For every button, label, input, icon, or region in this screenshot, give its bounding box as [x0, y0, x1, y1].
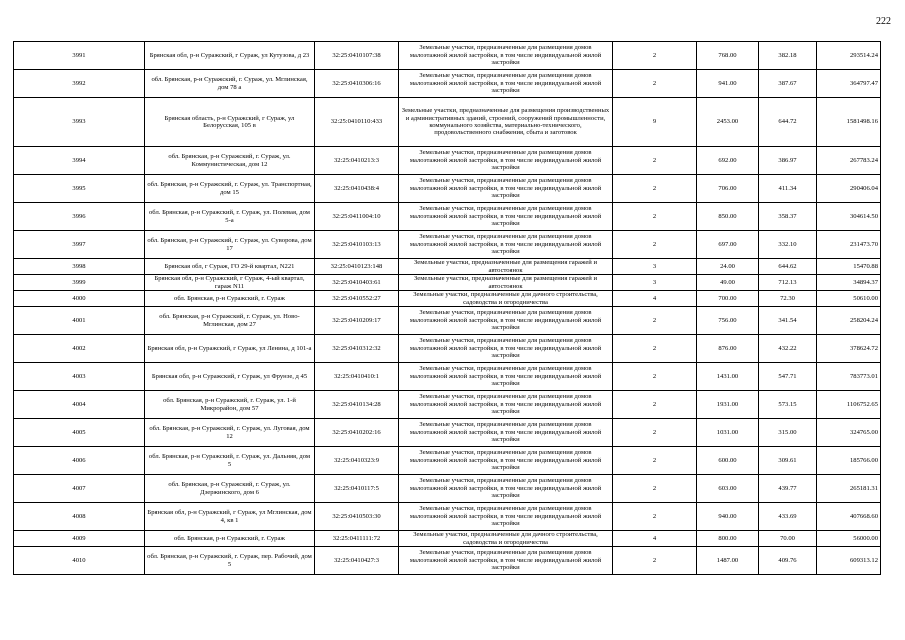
land-use-cell: Земельные участки, предназначенные для размещения домов малоэтажной жилой застройки, в том числе индивидуальной жилой застройки — [399, 503, 613, 531]
cadastral-number-cell: 32:25:0410213:3 — [315, 147, 399, 175]
table-row — [14, 291, 881, 307]
area-cell: 700.00 — [697, 291, 759, 307]
group-cell: 2 — [613, 231, 697, 259]
area-cell: 697.00 — [697, 231, 759, 259]
area-cell: 1431.00 — [697, 363, 759, 391]
specific-value-cell: 386.97 — [759, 147, 817, 175]
address-cell: обл. Брянская, р-н Суражский, г. Сураж, ул. Суворова, дом 17 — [145, 231, 315, 259]
land-use-cell: Земельные участки, предназначенные для дачного строительства, садоводства и огородничества — [399, 531, 613, 547]
land-use-cell: Земельные участки, предназначенные для размещения домов малоэтажной жилой застройки, в том числе индивидуальной жилой застройки — [399, 419, 613, 447]
row-number: 4009 — [14, 531, 145, 547]
cadastral-value-cell: 34894.37 — [817, 275, 881, 291]
cadastral-value-cell: 378624.72 — [817, 335, 881, 363]
land-use-cell: Земельные участки, предназначенные для размещения домов малоэтажной жилой застройки, в том числе индивидуальной жилой застройки — [399, 363, 613, 391]
cadastral-value-cell: 407668.60 — [817, 503, 881, 531]
group-cell: 2 — [613, 147, 697, 175]
group-cell: 9 — [613, 98, 697, 147]
land-use-cell: Земельные участки, предназначенные для размещения домов малоэтажной жилой застройки, в том числе индивидуальной жилой застройки — [399, 70, 613, 98]
specific-value-cell: 411.34 — [759, 175, 817, 203]
specific-value-cell: 358.37 — [759, 203, 817, 231]
land-use-cell: Земельные участки, предназначенные для размещения домов малоэтажной жилой застройки, в том числе индивидуальной жилой застройки — [399, 42, 613, 70]
address-cell: Брянская обл, р-н Суражский, г Сураж, 4-ый квартал, гараж N11 — [145, 275, 315, 291]
table-row — [14, 391, 881, 419]
cadastral-number-cell: 32:25:0411111:72 — [315, 531, 399, 547]
row-number: 4004 — [14, 391, 145, 419]
address-cell: обл. Брянская, р-н Суражский, г. Сураж, ул. Транспортная, дом 15 — [145, 175, 315, 203]
land-use-cell: Земельные участки, предназначенные для дачного строительства, садоводства и огородничества — [399, 291, 613, 307]
cadastral-value-cell: 15470.88 — [817, 259, 881, 275]
area-cell: 600.00 — [697, 447, 759, 475]
table-row — [14, 363, 881, 391]
table-row — [14, 475, 881, 503]
group-cell: 2 — [613, 419, 697, 447]
land-use-cell: Земельные участки, предназначенные для размещения домов малоэтажной жилой застройки, в том числе индивидуальной жилой застройки — [399, 147, 613, 175]
cadastral-number-cell: 32:25:0410312:32 — [315, 335, 399, 363]
cadastral-number-cell: 32:25:0410103:13 — [315, 231, 399, 259]
table-row — [14, 70, 881, 98]
row-number: 3999 — [14, 275, 145, 291]
land-use-cell: Земельные участки, предназначенные для размещения домов малоэтажной жилой застройки, в том числе индивидуальной жилой застройки — [399, 547, 613, 575]
table-body — [14, 42, 881, 575]
row-number: 3997 — [14, 231, 145, 259]
area-cell: 692.00 — [697, 147, 759, 175]
cadastral-value-cell: 50610.00 — [817, 291, 881, 307]
table-row — [14, 259, 881, 275]
group-cell: 2 — [613, 175, 697, 203]
address-cell: обл. Брянская, р-н Суражский, г. Сураж — [145, 531, 315, 547]
area-cell: 768.00 — [697, 42, 759, 70]
cadastral-number-cell: 32:25:0410117:5 — [315, 475, 399, 503]
cadastral-value-cell: 324765.00 — [817, 419, 881, 447]
table-row — [14, 42, 881, 70]
cadastral-number-cell: 32:25:0410123:148 — [315, 259, 399, 275]
cadastral-number-cell: 32:25:0410552:27 — [315, 291, 399, 307]
cadastral-number-cell: 32:25:0410209:17 — [315, 307, 399, 335]
cadastral-number-cell: 32:25:0410202:16 — [315, 419, 399, 447]
group-cell: 2 — [613, 363, 697, 391]
land-use-cell: Земельные участки, предназначенные для размещения домов малоэтажной жилой застройки, в том числе индивидуальной жилой застройки — [399, 391, 613, 419]
row-number: 3995 — [14, 175, 145, 203]
land-use-cell: Земельные участки, предназначенные для размещения домов малоэтажной жилой застройки, в том числе индивидуальной жилой застройки — [399, 447, 613, 475]
address-cell: обл. Брянская, р-н Суражский, г. Сураж, ул. Дзержинского, дом 6 — [145, 475, 315, 503]
row-number: 4001 — [14, 307, 145, 335]
specific-value-cell: 409.76 — [759, 547, 817, 575]
cadastral-number-cell: 32:25:0410107:38 — [315, 42, 399, 70]
area-cell: 1487.00 — [697, 547, 759, 575]
address-cell: обл. Брянская, р-н Суражский, г. Сураж, пер. Рабочий, дом 5 — [145, 547, 315, 575]
address-cell: обл. Брянская, р-н Суражский, г. Сураж, ул. Ново-Мглинская, дом 27 — [145, 307, 315, 335]
specific-value-cell: 547.71 — [759, 363, 817, 391]
address-cell: обл. Брянская, р-н Суражский, г. Сураж, ул. Луговая, дом 12 — [145, 419, 315, 447]
row-number: 3998 — [14, 259, 145, 275]
area-cell: 603.00 — [697, 475, 759, 503]
cadastral-number-cell: 32:25:0410306:16 — [315, 70, 399, 98]
row-number: 4008 — [14, 503, 145, 531]
cadastral-number-cell: 32:25:0410403:61 — [315, 275, 399, 291]
specific-value-cell: 332.10 — [759, 231, 817, 259]
cadastral-value-cell: 1106752.65 — [817, 391, 881, 419]
cadastral-value-cell: 231473.70 — [817, 231, 881, 259]
group-cell: 4 — [613, 531, 697, 547]
row-number: 4005 — [14, 419, 145, 447]
area-cell: 940.00 — [697, 503, 759, 531]
cadastral-value-cell: 265181.31 — [817, 475, 881, 503]
row-number: 3992 — [14, 70, 145, 98]
specific-value-cell: 315.00 — [759, 419, 817, 447]
specific-value-cell: 433.69 — [759, 503, 817, 531]
row-number: 3994 — [14, 147, 145, 175]
land-use-cell: Земельные участки, предназначенные для размещения домов малоэтажной жилой застройки, в том числе индивидуальной жилой застройки — [399, 231, 613, 259]
row-number: 4002 — [14, 335, 145, 363]
specific-value-cell: 573.15 — [759, 391, 817, 419]
area-cell: 756.00 — [697, 307, 759, 335]
cadastral-number-cell: 32:25:0410427:3 — [315, 547, 399, 575]
cadastral-value-cell: 304614.50 — [817, 203, 881, 231]
row-number: 4006 — [14, 447, 145, 475]
cadastral-value-cell: 783773.01 — [817, 363, 881, 391]
row-number: 4000 — [14, 291, 145, 307]
table-row — [14, 175, 881, 203]
row-number: 4010 — [14, 547, 145, 575]
cadastral-value-cell: 290406.04 — [817, 175, 881, 203]
area-cell: 1931.00 — [697, 391, 759, 419]
row-number: 3993 — [14, 98, 145, 147]
row-number: 3991 — [14, 42, 145, 70]
area-cell: 800.00 — [697, 531, 759, 547]
address-cell: обл. Брянская, р-н Суражский, г. Сураж, ул. Мглинская, дом 78 а — [145, 70, 315, 98]
land-use-cell: Земельные участки, предназначенные для размещения гаражей и автостоянок — [399, 259, 613, 275]
area-cell: 2453.00 — [697, 98, 759, 147]
address-cell: Брянская область, р-н Суражский, г Сураж, ул Белорусская, 105 в — [145, 98, 315, 147]
address-cell: обл. Брянская, р-н Суражский, г. Сураж, ул. Дальняя, дом 5 — [145, 447, 315, 475]
specific-value-cell: 382.18 — [759, 42, 817, 70]
group-cell: 3 — [613, 275, 697, 291]
specific-value-cell: 70.00 — [759, 531, 817, 547]
cadastral-number-cell: 32:25:0410438:4 — [315, 175, 399, 203]
cadastral-value-cell: 267783.24 — [817, 147, 881, 175]
specific-value-cell: 72.30 — [759, 291, 817, 307]
cadastral-value-cell: 185766.00 — [817, 447, 881, 475]
table-row — [14, 335, 881, 363]
address-cell: обл. Брянская, р-н Суражский, г. Сураж, ул. Коммунистическая, дом 12 — [145, 147, 315, 175]
group-cell: 2 — [613, 547, 697, 575]
specific-value-cell: 387.67 — [759, 70, 817, 98]
specific-value-cell: 712.13 — [759, 275, 817, 291]
address-cell: Брянская обл, г Сураж, ГО 29-й квартал, N221 — [145, 259, 315, 275]
row-number: 4007 — [14, 475, 145, 503]
table-row — [14, 447, 881, 475]
land-use-cell: Земельные участки, предназначенные для размещения домов малоэтажной жилой застройки, в том числе индивидуальной жилой застройки — [399, 335, 613, 363]
address-cell: Брянская обл, р-н Суражский, г Сураж, ул Мглинская, дом 4, кв 1 — [145, 503, 315, 531]
cadastral-number-cell: 32:25:0410323:9 — [315, 447, 399, 475]
land-use-cell: Земельные участки, предназначенные для размещения производственных и административных зданий, строений, сооружений промышленности, коммунального хозяйства, материально-технического, продовольственного снабжения, сбыта и заготовок — [399, 98, 613, 147]
table-row — [14, 503, 881, 531]
group-cell: 2 — [613, 307, 697, 335]
specific-value-cell: 644.72 — [759, 98, 817, 147]
address-cell: Брянская обл, р-н Суражский, г Сураж, ул Кутузова, д 23 — [145, 42, 315, 70]
area-cell: 24.00 — [697, 259, 759, 275]
land-use-cell: Земельные участки, предназначенные для размещения домов малоэтажной жилой застройки, в том числе индивидуальной жилой застройки — [399, 307, 613, 335]
land-use-cell: Земельные участки, предназначенные для размещения домов малоэтажной жилой застройки, в том числе индивидуальной жилой застройки — [399, 175, 613, 203]
cadastral-number-cell: 32:25:0410110:433 — [315, 98, 399, 147]
table-row — [14, 147, 881, 175]
page-number: 222 — [876, 16, 891, 27]
area-cell: 706.00 — [697, 175, 759, 203]
area-cell: 850.00 — [697, 203, 759, 231]
row-number: 3996 — [14, 203, 145, 231]
group-cell: 3 — [613, 259, 697, 275]
group-cell: 2 — [613, 475, 697, 503]
group-cell: 2 — [613, 203, 697, 231]
area-cell: 1031.00 — [697, 419, 759, 447]
cadastral-value-cell: 1581498.16 — [817, 98, 881, 147]
specific-value-cell: 432.22 — [759, 335, 817, 363]
table-row — [14, 98, 881, 147]
address-cell: обл. Брянская, р-н Суражский, г. Сураж, ул. Полевая, дом 5-а — [145, 203, 315, 231]
address-cell: Брянская обл, р-н Суражский, г Сураж, ул Фрунзе, д 45 — [145, 363, 315, 391]
table-row — [14, 307, 881, 335]
address-cell: обл. Брянская, р-н Суражский, г. Сураж — [145, 291, 315, 307]
table-row — [14, 231, 881, 259]
group-cell: 4 — [613, 291, 697, 307]
cadastral-value-cell: 258204.24 — [817, 307, 881, 335]
area-cell: 941.00 — [697, 70, 759, 98]
group-cell: 2 — [613, 335, 697, 363]
group-cell: 2 — [613, 70, 697, 98]
table-row — [14, 531, 881, 547]
cadastral-number-cell: 32:25:0410503:30 — [315, 503, 399, 531]
cadastral-number-cell: 32:25:0410410:1 — [315, 363, 399, 391]
cadastral-number-cell: 32:25:0411004:10 — [315, 203, 399, 231]
area-cell: 876.00 — [697, 335, 759, 363]
group-cell: 2 — [613, 391, 697, 419]
specific-value-cell: 309.61 — [759, 447, 817, 475]
specific-value-cell: 644.62 — [759, 259, 817, 275]
group-cell: 2 — [613, 503, 697, 531]
group-cell: 2 — [613, 42, 697, 70]
table-row — [14, 275, 881, 291]
specific-value-cell: 439.77 — [759, 475, 817, 503]
row-number: 4003 — [14, 363, 145, 391]
land-use-cell: Земельные участки, предназначенные для размещения гаражей и автостоянок — [399, 275, 613, 291]
specific-value-cell: 341.54 — [759, 307, 817, 335]
cadastral-number-cell: 32:25:0410134:28 — [315, 391, 399, 419]
address-cell: Брянская обл, р-н Суражский, г Сураж, ул Ленина, д 101-а — [145, 335, 315, 363]
land-use-cell: Земельные участки, предназначенные для размещения домов малоэтажной жилой застройки, в том числе индивидуальной жилой застройки — [399, 475, 613, 503]
cadastral-value-cell: 609313.12 — [817, 547, 881, 575]
land-registry-table — [13, 41, 881, 575]
cadastral-value-cell: 364797.47 — [817, 70, 881, 98]
table-row — [14, 547, 881, 575]
address-cell: обл. Брянская, р-н Суражский, г. Сураж, ул. 1-й Микрорайон, дом 57 — [145, 391, 315, 419]
table-row — [14, 419, 881, 447]
land-use-cell: Земельные участки, предназначенные для размещения домов малоэтажной жилой застройки, в том числе индивидуальной жилой застройки — [399, 203, 613, 231]
area-cell: 49.00 — [697, 275, 759, 291]
cadastral-value-cell: 293514.24 — [817, 42, 881, 70]
cadastral-value-cell: 56000.00 — [817, 531, 881, 547]
group-cell: 2 — [613, 447, 697, 475]
table-row — [14, 203, 881, 231]
